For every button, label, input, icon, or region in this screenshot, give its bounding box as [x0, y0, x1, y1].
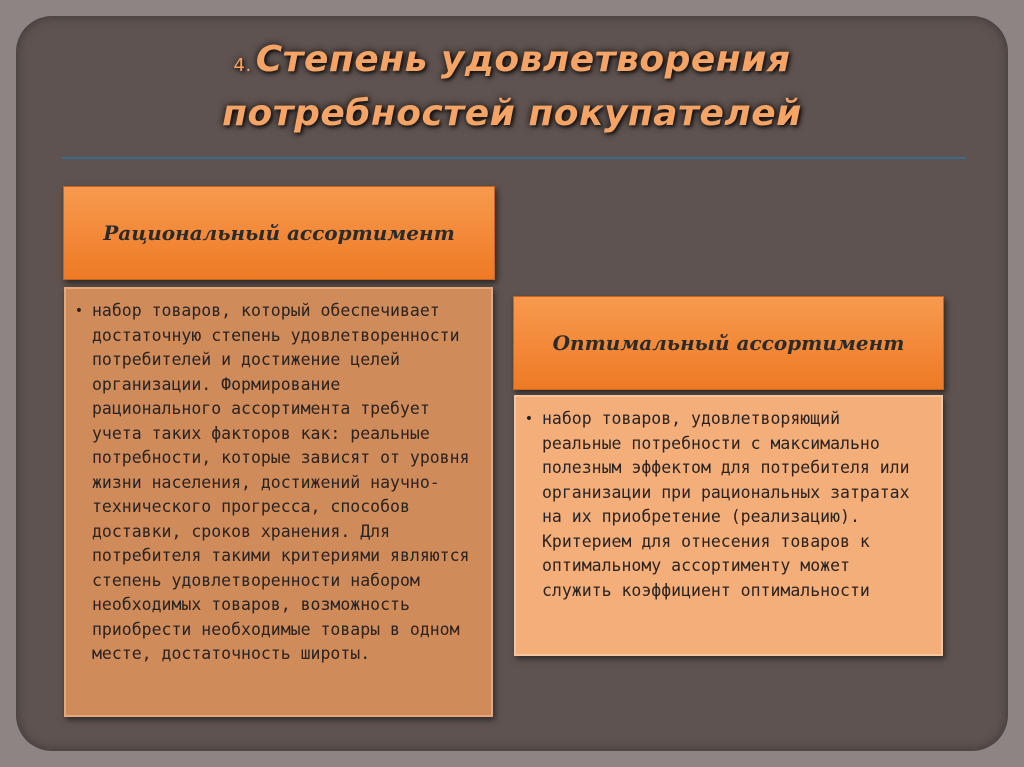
optimal-bullet-item: [516, 407, 929, 603]
bullet-icon: •: [524, 411, 534, 427]
title-divider: [62, 157, 966, 159]
title-number: 4.: [233, 55, 252, 76]
rational-assortment-body: [64, 287, 493, 717]
slide-title: [40, 36, 984, 138]
title-line-1: [40, 36, 984, 90]
title-line-2: потребностей покупателей: [222, 93, 802, 134]
optimal-assortment-header: Оптимальный ассортимент: [513, 296, 944, 390]
rational-assortment-header: Рациональный ассортимент: [63, 186, 495, 280]
bullet-icon: •: [74, 303, 84, 319]
optimal-assortment-body: [514, 395, 943, 656]
title-text-1: Степень удовлетворения: [255, 39, 791, 80]
rational-text: набор товаров, который обеспечивает достаточную степень удовлетворенности потребителей и достижение целей организации. Формирование рационального ассортимента требует учета таких факторов как: реальные потребности, которые зависят от уровня жизни населения, достижений научно-технического прогресса, способов доставки, сроков хранения. Для потребителя такими критериями являются степень удовлетворенности набором необходимых товаров, возможность приобрести необходимые товары в одном месте, достаточность широты.: [92, 301, 470, 663]
rational-bullet-item: [66, 299, 479, 667]
optimal-text: набор товаров, удовлетворяющий реальные потребности с максимально полезным эффектом для потребителя или организации при рациональных затратах на их приобретение (реализацию). Критерием для отнесения товаров к оптимальному ассортименту может служить коэффициент оптимальности: [542, 409, 910, 600]
